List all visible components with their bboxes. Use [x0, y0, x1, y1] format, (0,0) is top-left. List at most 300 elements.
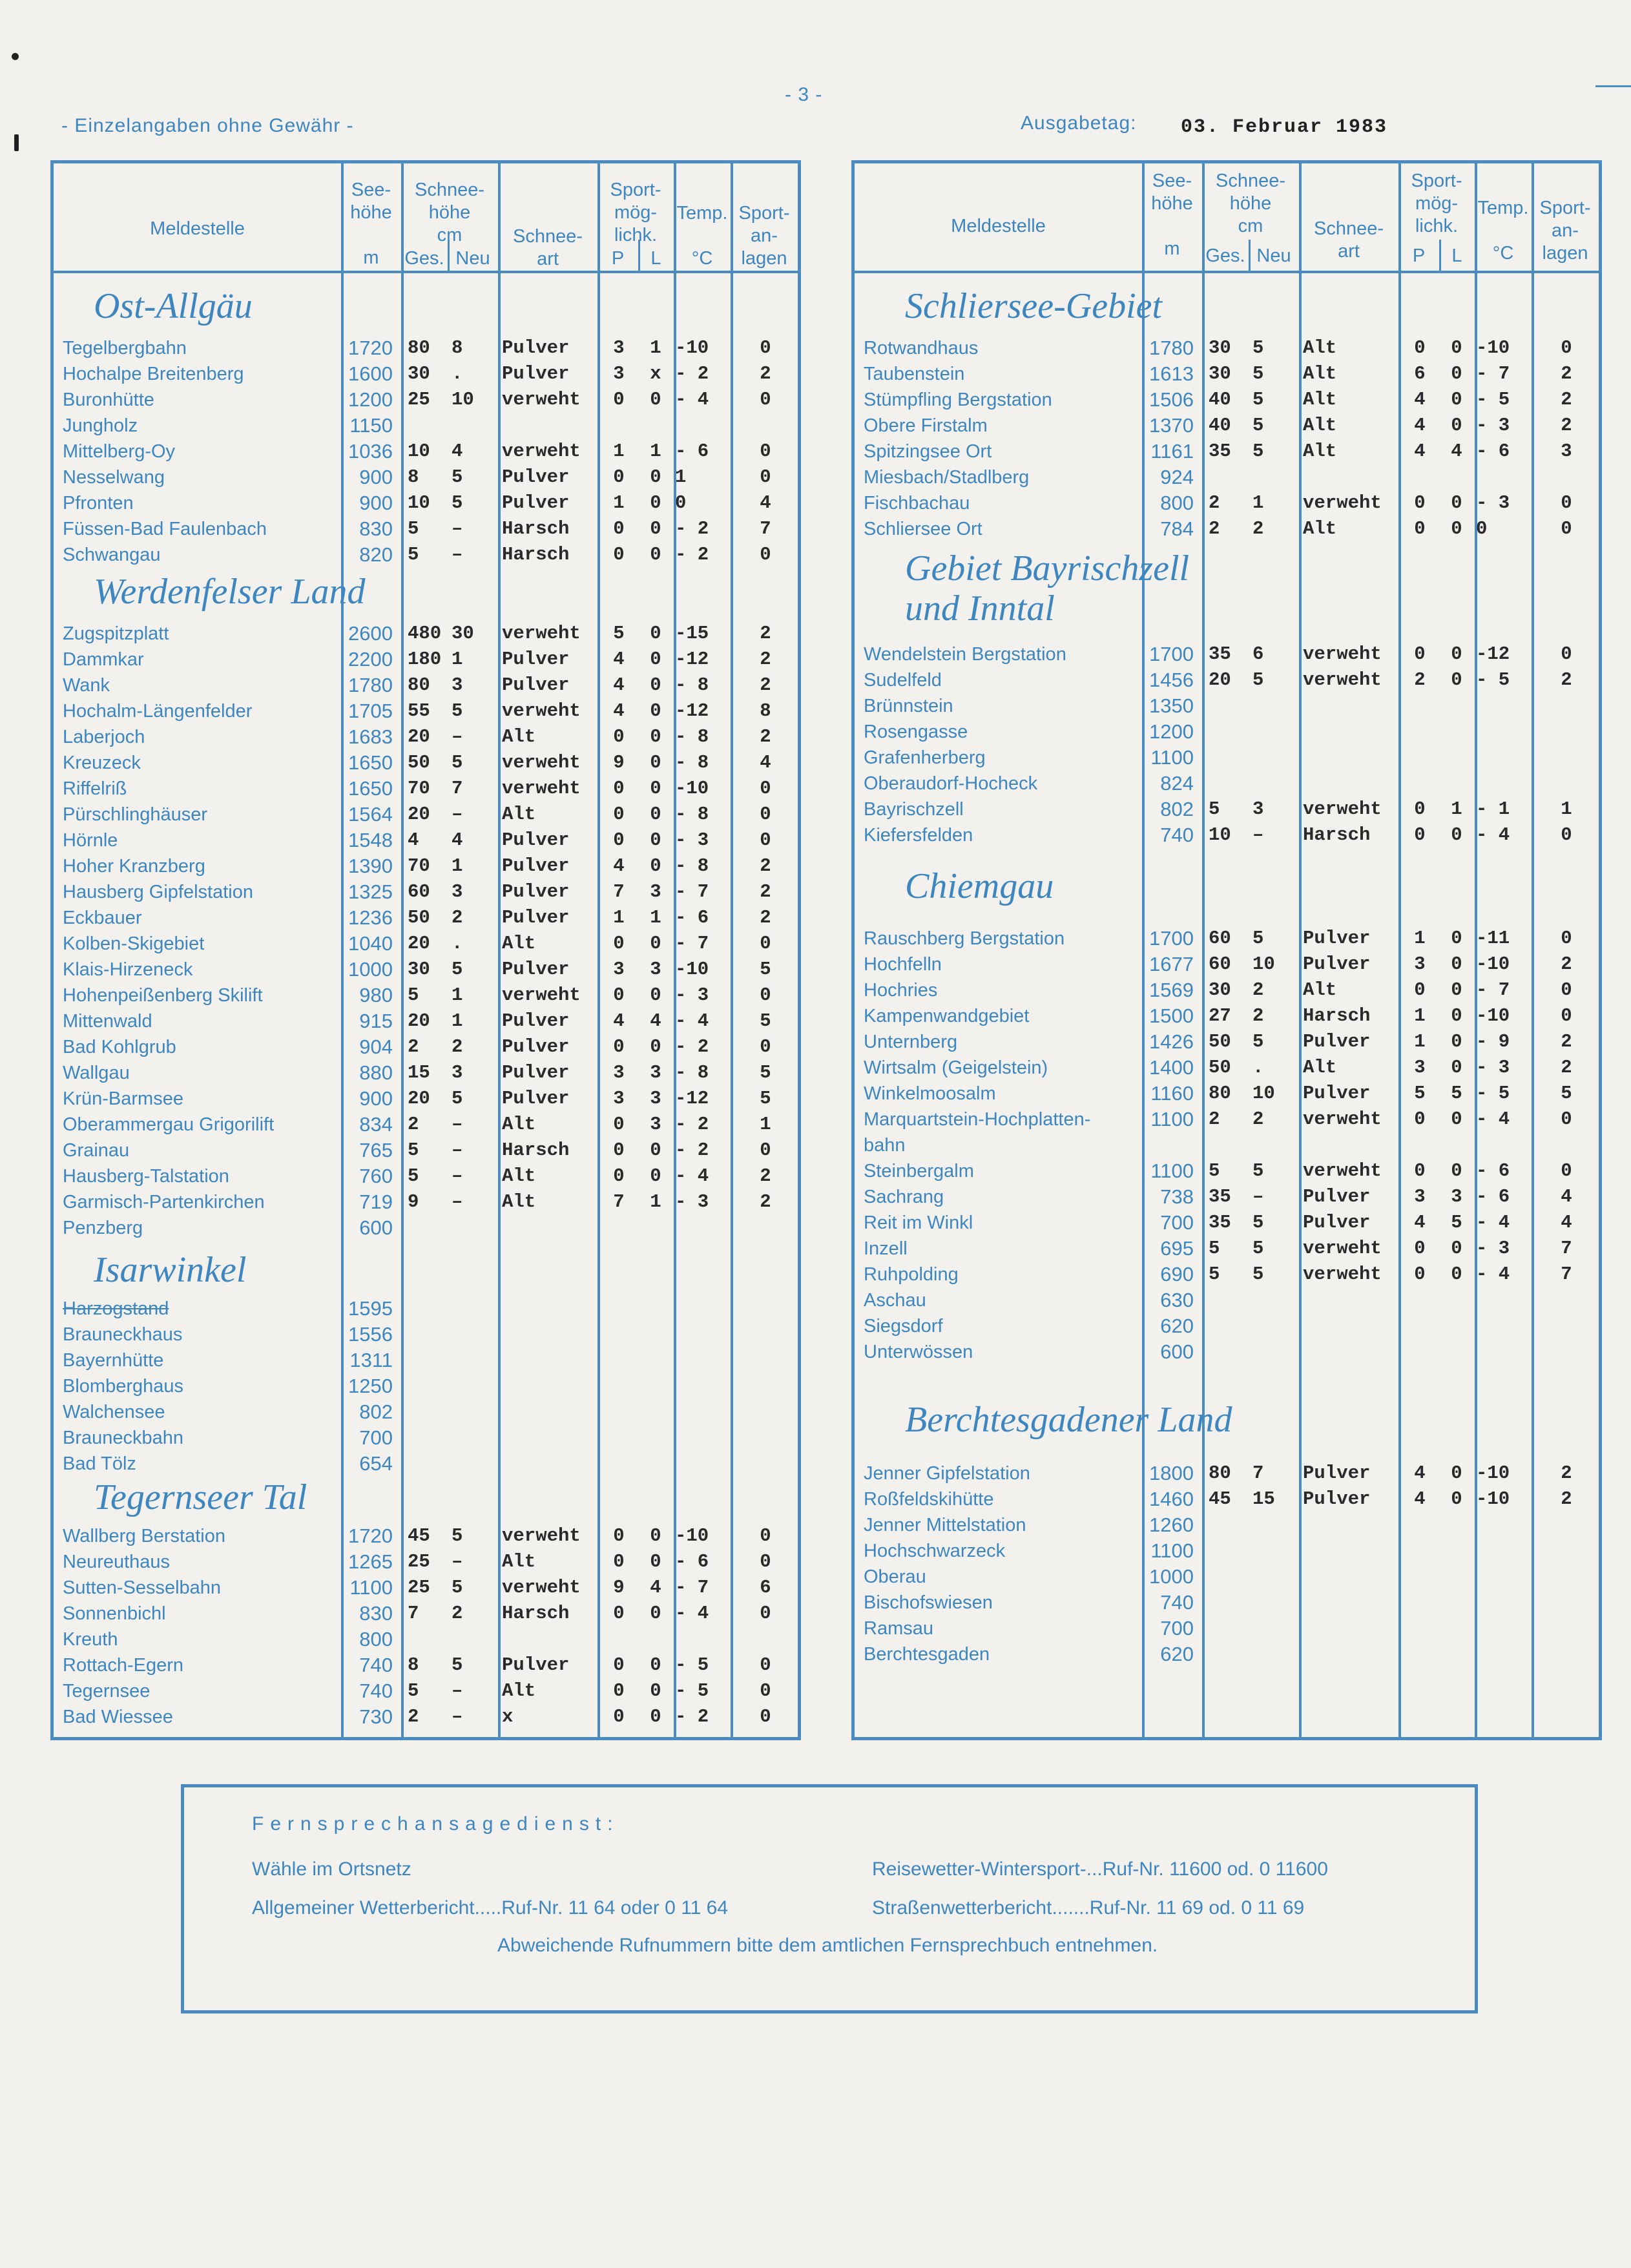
station-name: Hohenpeißenberg Skilift [63, 985, 263, 1006]
cell-art [1303, 1339, 1400, 1365]
cell-art: Pulver [502, 1088, 570, 1109]
cell-neu: 2 [452, 907, 463, 928]
cell-p [606, 1451, 632, 1477]
cell-p: 4 [613, 700, 625, 722]
cell-a: 4 [760, 752, 771, 773]
cell-neu [1252, 1512, 1298, 1538]
cell-t: - 6 [675, 441, 709, 462]
cell-art: Alt [1303, 1057, 1337, 1078]
table-row [855, 952, 1599, 977]
cell-ges: 50 [408, 907, 430, 928]
cell-t: - 6 [1476, 441, 1510, 462]
cell-ges: 25 [408, 1577, 430, 1598]
table-row [54, 827, 798, 853]
cell-neu: 2 [452, 1603, 463, 1624]
station-name: Grainau [63, 1140, 130, 1161]
cell-p: 0 [613, 778, 625, 799]
cell-ges: 2 [408, 1114, 419, 1135]
cell-h: 1100 [1150, 1108, 1194, 1130]
cell-t [1476, 1590, 1532, 1616]
cell-h: 1100 [349, 1576, 393, 1599]
station-name: Bayrischzell [864, 799, 964, 820]
cell-l: 3 [650, 1062, 661, 1083]
table-row [54, 1601, 798, 1627]
table-row [54, 1138, 798, 1163]
cell-l [1444, 1641, 1470, 1667]
station-name: Tegelbergbahn [63, 338, 187, 359]
cell-t: - 8 [675, 855, 709, 877]
table-row [54, 439, 798, 464]
table-row [855, 1029, 1599, 1055]
edge-line [1595, 85, 1631, 87]
cell-art [502, 1322, 599, 1347]
cell-t: -12 [675, 649, 709, 670]
table-row [855, 977, 1599, 1003]
cell-neu: 5 [1252, 1238, 1264, 1259]
cell-ges: 30 [1209, 363, 1231, 384]
cell-a: 0 [760, 1036, 771, 1057]
cell-h: 654 [359, 1452, 393, 1475]
cell-ges: 80 [1209, 1462, 1231, 1484]
station-name: Schwangau [63, 545, 161, 565]
cell-ges: 10 [1209, 824, 1231, 846]
cell-p [1407, 1641, 1433, 1667]
station-name: Kreuth [63, 1629, 118, 1650]
cell-t: - 2 [675, 1706, 709, 1727]
cell-t: -10 [1476, 1462, 1510, 1484]
cell-h: 1426 [1149, 1030, 1194, 1053]
cell-t: -12 [675, 1088, 709, 1109]
cell-t: - 3 [1476, 1057, 1510, 1078]
cell-l [643, 1347, 669, 1373]
cell-p: 0 [613, 933, 625, 954]
cell-ges: 20 [408, 1010, 430, 1032]
cell-h: 740 [359, 1680, 393, 1702]
cell-art: Alt [502, 1680, 536, 1701]
cell-h: 1325 [348, 880, 393, 903]
cell-ges: 27 [1209, 1005, 1231, 1026]
cell-p: 0 [613, 1139, 625, 1161]
cell-art: Harsch [502, 1603, 570, 1624]
cell-h: 820 [359, 543, 393, 566]
table-row [54, 1008, 798, 1034]
cell-ges [1209, 1339, 1254, 1365]
cell-l [1444, 464, 1470, 490]
rows-left [54, 163, 798, 1737]
cell-l: 0 [1451, 1488, 1462, 1510]
cell-h: 740 [1160, 1591, 1194, 1614]
table-row [54, 802, 798, 827]
cell-p: 0 [1414, 337, 1426, 359]
cell-l: 0 [650, 1680, 661, 1701]
cell-p [606, 1399, 632, 1425]
cell-p [1407, 1512, 1433, 1538]
table-row [855, 1538, 1599, 1564]
cell-t: -15 [675, 623, 709, 644]
cell-t: - 8 [675, 674, 709, 696]
cell-ges: 40 [1209, 415, 1231, 436]
cell-neu: – [1252, 1186, 1264, 1207]
cell-neu [452, 1296, 497, 1322]
cell-art: Alt [502, 933, 536, 954]
cell-art [1303, 1287, 1400, 1313]
cell-a [1533, 464, 1600, 490]
cell-art: Pulver [502, 855, 570, 877]
cell-h: 730 [359, 1705, 393, 1728]
cell-art: Pulver [502, 649, 570, 670]
station-name: Brünnstein [864, 696, 953, 716]
station-name: Spitzingsee Ort [864, 441, 992, 462]
cell-ges: 5 [1209, 798, 1220, 820]
cell-art [502, 1373, 599, 1399]
cell-p: 4 [1414, 441, 1426, 462]
table-row [54, 1322, 798, 1347]
cell-p [1407, 1287, 1433, 1313]
cell-a [1533, 1538, 1600, 1564]
cell-a [1533, 1512, 1600, 1538]
cell-ges [1209, 719, 1254, 745]
cell-art: Alt [502, 1165, 536, 1187]
cell-art: Pulver [502, 829, 570, 851]
cell-p: 1 [1414, 928, 1426, 949]
cell-art [502, 1296, 599, 1322]
cell-a [732, 1296, 799, 1322]
cell-a [1533, 1339, 1600, 1365]
cell-l: x [650, 363, 661, 384]
cell-neu: 3 [452, 1062, 463, 1083]
station-name: Hoher Kranzberg [63, 856, 205, 877]
station-name: Bischofswiesen [864, 1592, 993, 1613]
station-name: Bad Kohlgrub [63, 1037, 176, 1057]
cell-l: 0 [650, 1036, 661, 1057]
cell-a [732, 1627, 799, 1652]
cell-l: 0 [650, 829, 661, 851]
cell-l: 0 [650, 726, 661, 747]
cell-t [1476, 1538, 1532, 1564]
header-meldestelle: Meldestelle [951, 216, 1046, 236]
cell-neu [1252, 1339, 1298, 1365]
cell-a: 2 [760, 649, 771, 670]
cell-neu [452, 1399, 497, 1425]
cell-p: 7 [613, 1191, 625, 1212]
cell-a: 1 [760, 1114, 771, 1135]
cell-t [1476, 693, 1532, 719]
cell-a [1533, 693, 1600, 719]
cell-p [1407, 771, 1433, 796]
cell-art [1303, 771, 1400, 796]
table-row [54, 879, 798, 905]
cell-h: 900 [359, 1087, 393, 1110]
cell-a [1533, 719, 1600, 745]
cell-neu: . [1252, 1057, 1264, 1078]
cell-t: - 4 [675, 389, 709, 410]
cell-t: - 2 [675, 1114, 709, 1135]
cell-art: Pulver [502, 674, 570, 696]
station-name: Tegernsee [63, 1681, 151, 1701]
cell-h: 2200 [348, 648, 393, 671]
cell-ges: 5 [408, 544, 419, 565]
cell-h: 830 [359, 517, 393, 540]
cell-ges: 5 [408, 518, 419, 539]
cell-a: 5 [760, 1088, 771, 1109]
cell-l: 3 [1451, 1186, 1462, 1207]
cell-ges: 5 [408, 1139, 419, 1161]
header-neu: Neu [455, 248, 490, 269]
station-name: Hausberg-Talstation [63, 1166, 229, 1187]
cell-a: 3 [1561, 441, 1572, 462]
cell-a: 0 [760, 337, 771, 359]
cell-t: -10 [1476, 953, 1510, 975]
cell-l: 0 [650, 778, 661, 799]
cell-p [606, 1425, 632, 1451]
cell-h: 880 [359, 1061, 393, 1084]
cell-h: 802 [1160, 798, 1194, 820]
station-name: Buronhütte [63, 390, 154, 410]
cell-h: 1780 [348, 674, 393, 696]
cell-a: 5 [760, 1062, 771, 1083]
cell-p: 4 [613, 1010, 625, 1032]
cell-l [643, 1399, 669, 1425]
cell-art: Alt [1303, 363, 1337, 384]
table-row [855, 1461, 1599, 1486]
cell-neu: 10 [1252, 953, 1275, 975]
region-heading: Isarwinkel [94, 1250, 247, 1290]
cell-t: -10 [675, 337, 709, 359]
cell-h: 1236 [348, 906, 393, 929]
table-row [54, 361, 798, 387]
table-row [855, 745, 1599, 771]
cell-h: 1677 [1149, 953, 1194, 975]
cell-neu [1252, 464, 1298, 490]
cell-t [1476, 1564, 1532, 1590]
cell-ges: 50 [1209, 1031, 1231, 1052]
cell-l [643, 1296, 669, 1322]
station-name: Hochfelln [864, 954, 942, 975]
cell-l: 0 [1451, 389, 1462, 410]
cell-h: 695 [1160, 1237, 1194, 1260]
cell-h: 900 [359, 466, 393, 488]
cell-l [1444, 1339, 1470, 1365]
cell-a: 0 [760, 1706, 771, 1727]
cell-h: 1160 [1150, 1082, 1194, 1105]
table-row [54, 1704, 798, 1730]
cell-neu: 10 [1252, 1083, 1275, 1104]
cell-a: 2 [1561, 1462, 1572, 1484]
cell-ges: 2 [408, 1706, 419, 1727]
cell-l: 0 [1451, 643, 1462, 665]
cell-a: 0 [760, 441, 771, 462]
header-anlagen: Sport- an- lagen [1539, 198, 1591, 264]
cell-ges [408, 1215, 453, 1241]
cell-h: 1311 [349, 1349, 393, 1371]
cell-art [502, 1451, 599, 1477]
cell-neu: 2 [1252, 1108, 1264, 1130]
cell-p: 0 [613, 518, 625, 539]
cell-neu [452, 1373, 497, 1399]
cell-l: 0 [1451, 1108, 1462, 1130]
cell-p: 4 [613, 649, 625, 670]
cell-art: Harsch [1303, 824, 1371, 846]
cell-p: 0 [1414, 979, 1426, 1001]
cell-h: 1000 [348, 958, 393, 981]
cell-t: - 4 [675, 1603, 709, 1624]
cell-h: 1780 [1149, 337, 1194, 359]
cell-l: 0 [1451, 363, 1462, 384]
cell-art [1303, 745, 1400, 771]
cell-p: 0 [613, 1706, 625, 1727]
issue-date: 03. Februar 1983 [1181, 116, 1388, 138]
cell-p: 0 [1414, 824, 1426, 846]
station-name: Inzell [864, 1238, 908, 1259]
cell-t [1476, 1616, 1532, 1641]
table-row [54, 957, 798, 983]
station-name: Brauneckhaus [63, 1324, 183, 1345]
table-row [54, 1296, 798, 1322]
table-row [855, 335, 1599, 361]
cell-neu [1252, 1590, 1298, 1616]
cell-l: 0 [650, 855, 661, 877]
cell-art [1303, 1538, 1400, 1564]
cell-ges: 5 [408, 984, 419, 1006]
cell-t: - 2 [675, 1139, 709, 1161]
station-name: Harzogstand [63, 1298, 169, 1319]
cell-neu [1252, 1132, 1298, 1158]
cell-art [502, 1215, 599, 1241]
table-row [54, 1451, 798, 1477]
cell-art: Alt [502, 1191, 536, 1212]
header-ges: Ges. [1205, 245, 1245, 266]
station-name: Jenner Mittelstation [864, 1515, 1026, 1535]
cell-ges: 80 [408, 337, 430, 359]
cell-a: 2 [1561, 389, 1572, 410]
phone-service-box [181, 1784, 1478, 2013]
cell-h: 1265 [348, 1550, 393, 1573]
cell-h: 700 [1160, 1211, 1194, 1234]
cell-p: 0 [613, 1036, 625, 1057]
cell-t: - 3 [1476, 1238, 1510, 1259]
station-name: Brauneckbahn [63, 1428, 184, 1448]
cell-neu: 5 [1252, 1160, 1264, 1181]
table-row [855, 413, 1599, 439]
table-row [54, 1652, 798, 1678]
station-name: Rotwandhaus [864, 338, 979, 359]
cell-neu: – [452, 1165, 463, 1187]
cell-l: 0 [1451, 1031, 1462, 1052]
cell-h: 830 [359, 1602, 393, 1625]
cell-art [502, 413, 599, 439]
cell-a: 0 [1561, 1160, 1572, 1181]
cell-art: verweht [502, 1577, 581, 1598]
cell-p: 0 [1414, 1160, 1426, 1181]
cell-p: 1 [613, 907, 625, 928]
cell-neu [1252, 1538, 1298, 1564]
cell-neu: 5 [452, 492, 463, 514]
cell-t: -10 [675, 1525, 709, 1546]
cell-ges: 35 [1209, 1186, 1231, 1207]
cell-h: 980 [359, 984, 393, 1006]
cell-a: 0 [1561, 979, 1572, 1001]
station-name: Riffelriß [63, 778, 127, 799]
cell-p: 4 [1414, 415, 1426, 436]
cell-l [643, 1373, 669, 1399]
cell-h: 800 [359, 1628, 393, 1650]
cell-l: 0 [650, 544, 661, 565]
cell-h: 1564 [348, 803, 393, 826]
table-row [54, 516, 798, 542]
cell-t: -10 [1476, 1005, 1510, 1026]
cell-art [502, 1399, 599, 1425]
cell-t: - 6 [1476, 1186, 1510, 1207]
cell-a: 5 [760, 959, 771, 980]
cell-h: 1100 [1150, 746, 1194, 769]
cell-p: 3 [1414, 1057, 1426, 1078]
cell-art: Pulver [1303, 1212, 1371, 1233]
cell-p: 3 [613, 1088, 625, 1109]
cell-ges: 20 [408, 1088, 430, 1109]
station-name: Eckbauer [63, 908, 142, 928]
table-row [54, 1575, 798, 1601]
cell-neu: 10 [452, 389, 474, 410]
station-name: Kolben-Skigebiet [63, 933, 205, 954]
cell-neu: 5 [1252, 415, 1264, 436]
cell-ges [408, 1627, 453, 1652]
cell-art: Pulver [1303, 1462, 1371, 1484]
cell-art: Pulver [502, 1654, 570, 1676]
cell-p: 1 [1414, 1005, 1426, 1026]
station-name: Hörnle [63, 830, 118, 851]
station-name: Wirtsalm (Geigelstein) [864, 1057, 1048, 1078]
cell-ges: 60 [408, 881, 430, 902]
cell-a: 2 [1561, 415, 1572, 436]
cell-ges: 15 [408, 1062, 430, 1083]
cell-neu: 5 [452, 1525, 463, 1546]
station-name: Wank [63, 675, 110, 696]
station-name: Füssen-Bad Faulenbach [63, 519, 267, 539]
cell-l: 0 [650, 984, 661, 1006]
cell-art [1303, 1132, 1400, 1158]
cell-h: 1100 [1150, 1160, 1194, 1182]
table-row [54, 335, 798, 361]
table-row [855, 1616, 1599, 1641]
cell-h: 1100 [1150, 1539, 1194, 1562]
table-row [855, 1486, 1599, 1512]
cell-a: 0 [1561, 337, 1572, 359]
header-p: P [1412, 245, 1426, 266]
cell-t: - 4 [1476, 1264, 1510, 1285]
table-row [855, 1313, 1599, 1339]
station-name: Siegsdorf [864, 1316, 943, 1337]
cell-t: - 2 [675, 363, 709, 384]
station-name: Sudelfeld [864, 670, 942, 691]
cell-p: 0 [1414, 1264, 1426, 1285]
cell-a: 7 [1561, 1264, 1572, 1285]
cell-h: 1390 [348, 855, 393, 877]
cell-ges [1209, 1641, 1254, 1667]
cell-l: 0 [1451, 492, 1462, 514]
cell-h: 765 [359, 1139, 393, 1161]
cell-h: 1569 [1149, 979, 1194, 1001]
cell-neu: 1 [452, 984, 463, 1006]
table-row [54, 1627, 798, 1652]
cell-art: Pulver [502, 907, 570, 928]
cell-art: verweht [502, 752, 581, 773]
cell-ges [1209, 1132, 1254, 1158]
station-name: Neureuthaus [63, 1552, 171, 1572]
cell-neu [452, 1627, 497, 1652]
table-row [855, 439, 1599, 464]
station-name: Stümpfling Bergstation [864, 390, 1052, 410]
cell-t [1476, 1339, 1532, 1365]
